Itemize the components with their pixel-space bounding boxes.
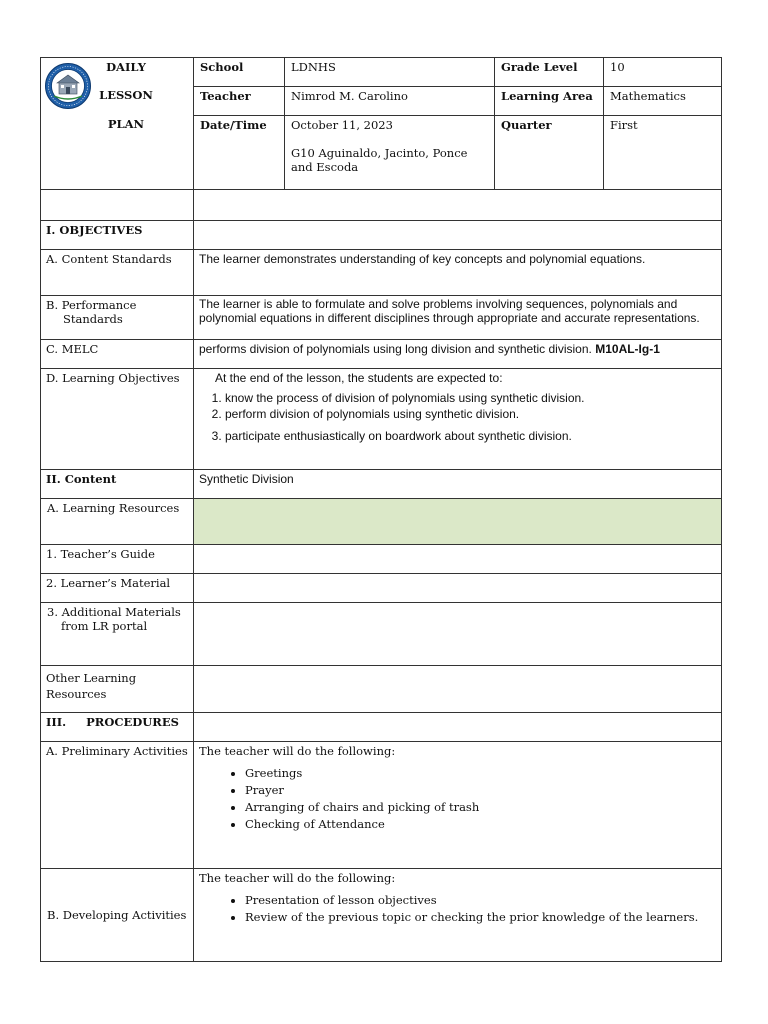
- objectives-heading: I. OBJECTIVES: [41, 221, 194, 250]
- melc-label: C. MELC: [41, 340, 194, 369]
- procedures-heading-row: [41, 713, 722, 742]
- list-item: 2. perform division of polynomials using synthetic division.: [225, 407, 716, 421]
- other-resources-label: Other Learning Resources: [41, 666, 194, 713]
- list-item: 3. participate enthusiastically on boardwork about synthetic division.: [225, 429, 716, 443]
- area-label: Learning Area: [495, 87, 604, 116]
- learning-resources-value: [194, 499, 722, 545]
- list-item: • Arranging of chairs and picking of trash: [245, 800, 716, 814]
- grade-label: Grade Level: [495, 58, 604, 87]
- list-item: • Checking of Attendance: [245, 817, 716, 831]
- preliminary-intro: The teacher will do the following:: [199, 744, 396, 758]
- teachers-guide-row: [41, 545, 722, 574]
- procedures-heading: III. PROCEDURES: [41, 713, 194, 742]
- area-value: Mathematics: [604, 87, 722, 116]
- content-value: Synthetic Division: [194, 470, 722, 499]
- list-item: • Greetings: [245, 766, 716, 780]
- developing-activities-label: B. Developing Activities: [41, 869, 194, 962]
- learners-material-label: 2. Learner’s Material: [41, 574, 194, 603]
- preliminary-list: [199, 766, 716, 831]
- learning-objectives-intro: At the end of the lesson, the students are expected to:: [215, 371, 503, 385]
- school-label: School: [194, 58, 285, 87]
- school-seal-icon: [44, 62, 92, 110]
- learning-resources-row: [41, 499, 722, 545]
- developing-list: [199, 893, 716, 924]
- additional-materials-row: [41, 603, 722, 666]
- content-heading-row: [41, 470, 722, 499]
- title-daily: DAILY: [106, 60, 146, 74]
- learning-objectives-list: [199, 391, 716, 443]
- learners-material-row: [41, 574, 722, 603]
- preliminary-activities-cell: [194, 742, 722, 869]
- list-item: 1. know the process of division of polynomials using synthetic division.: [225, 391, 716, 405]
- title-lesson: LESSON: [99, 88, 153, 102]
- performance-standards-value: The learner is able to formulate and solve problems involving sequences, polynomials and polynomial equations in different disciplines through appropriate and accurate representations.: [194, 296, 722, 340]
- melc-code: M10AL-Ig-1: [595, 342, 660, 356]
- section-value: G10 Aguinaldo, Jacinto, Ponce and Escoda: [291, 146, 468, 174]
- learning-objectives-row: [41, 369, 722, 470]
- preliminary-activities-row: [41, 742, 722, 869]
- quarter-label: Quarter: [495, 116, 604, 190]
- list-item: • Presentation of lesson objectives: [245, 893, 716, 907]
- learning-resources-label: A. Learning Resources: [41, 499, 194, 545]
- title-cell: [41, 58, 194, 190]
- learning-objectives-label: D. Learning Objectives: [41, 369, 194, 470]
- content-standards-row: [41, 250, 722, 296]
- list-item: • Prayer: [245, 783, 716, 797]
- lesson-plan-document: [40, 57, 721, 962]
- date-cell: [285, 116, 495, 190]
- other-resources-row: [41, 666, 722, 713]
- list-item: • Review of the previous topic or checking the prior knowledge of the learners.: [245, 910, 716, 924]
- date-label: Date/Time: [194, 116, 285, 190]
- teacher-value: Nimrod M. Carolino: [285, 87, 495, 116]
- preliminary-activities-label: A. Preliminary Activities: [41, 742, 194, 869]
- teacher-label: Teacher: [194, 87, 285, 116]
- school-value: LDNHS: [285, 58, 495, 87]
- lesson-plan-table: [40, 57, 722, 962]
- additional-materials-label: 3. Additional Materials from LR portal: [41, 603, 194, 666]
- content-standards-value: The learner demonstrates understanding of key concepts and polynomial equations.: [194, 250, 722, 296]
- performance-standards-row: [41, 296, 722, 340]
- content-heading: II. Content: [41, 470, 194, 499]
- title-plan: PLAN: [107, 117, 145, 131]
- developing-intro: The teacher will do the following:: [199, 871, 396, 885]
- melc-row: [41, 340, 722, 369]
- melc-cell: [194, 340, 722, 369]
- melc-value: performs division of polynomials using long division and synthetic division.: [199, 342, 592, 356]
- teachers-guide-label: 1. Teacher’s Guide: [41, 545, 194, 574]
- developing-activities-cell: [194, 869, 722, 962]
- performance-standards-label: B. Performance Standards: [41, 296, 194, 340]
- spacer-row: [41, 190, 722, 221]
- content-standards-label: A. Content Standards: [41, 250, 194, 296]
- grade-value: 10: [604, 58, 722, 87]
- developing-activities-row: [41, 869, 722, 962]
- objectives-heading-row: [41, 221, 722, 250]
- date-value: October 11, 2023: [291, 118, 393, 132]
- quarter-value: First: [604, 116, 722, 190]
- header-row-school: [41, 58, 722, 87]
- learning-objectives-cell: [194, 369, 722, 470]
